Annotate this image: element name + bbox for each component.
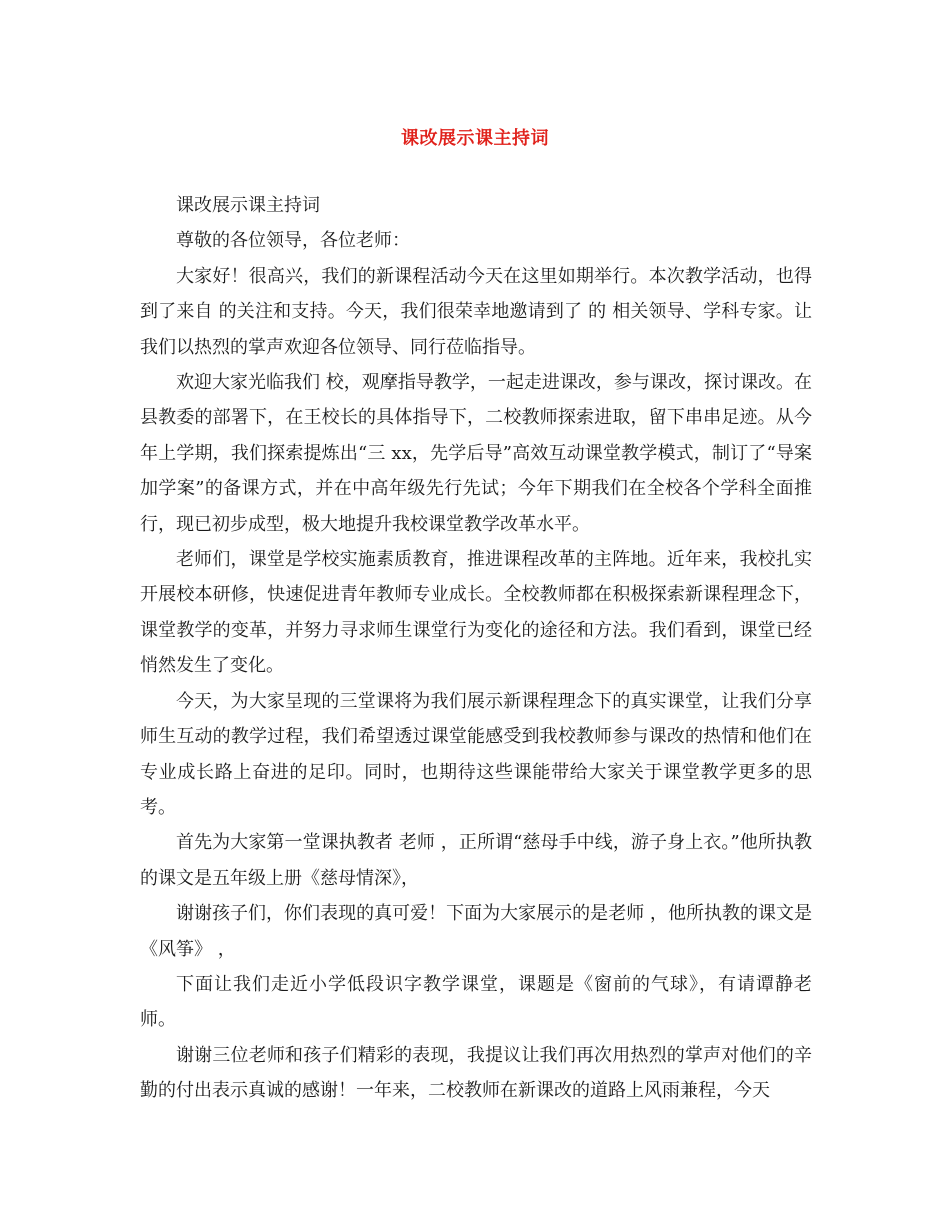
paragraph-thanks: 谢谢三位老师和孩子们精彩的表现，我提议让我们再次用热烈的掌声对他们的辛勤的付出表示真诚的感谢！一年来，二校教师在新课改的道路上风雨兼程，今天 bbox=[140, 1044, 812, 1102]
paragraph-third-lesson: 下面让我们走近小学低段识字教学课堂，课题是《窗前的气球》，有请谭静老师。 bbox=[140, 973, 812, 1031]
paragraph-heading: 课改展示课主持词 bbox=[176, 195, 320, 216]
paragraph-first-lesson: 首先为大家第一堂课执教者 老师 ，正所谓“慈母手中线，游子身上衣。”他所执教的课文是五年级上册《慈母情深》， bbox=[140, 832, 812, 889]
paragraph-welcome: 大家好！很高兴，我们的新课程活动今天在这里如期举行。本次教学活动，也得到了来自 的关注和支持。今天，我们很荣幸地邀请到了 的 相关领导、学科专家。让我们以热烈的掌声欢迎各位领导、同行莅临指导。 bbox=[140, 265, 812, 358]
paragraph-salutation: 尊敬的各位领导，各位老师： bbox=[176, 230, 410, 252]
paragraph-classroom: 老师们，课堂是学校实施素质教育，推进课程改革的主阵地。近年来，我校扎实开展校本研修，快速促进青年教师专业成长。全校教师都在积极探索新课程理念下，课堂教学的变革，并努力寻求师生课堂行为变化的途径和方法。我们看到，课堂已经悄然发生了变化。 bbox=[140, 549, 812, 677]
paragraph-second-lesson: 谢谢孩子们，你们表现的真可爱！下面为大家展示的是老师 ，他所执教的课文是 《风筝》 ， bbox=[140, 903, 812, 960]
paragraph-three-lessons: 今天，为大家呈现的三堂课将为我们展示新课程理念下的真实课堂，让我们分享师生互动的教学过程，我们希望透过课堂能感受到我校教师参与课改的热情和他们在专业成长路上奋进的足印。同时，也期待这些课能带给大家关于课堂教学更多的思考。 bbox=[140, 690, 812, 818]
document-title: 课改展示课主持词 bbox=[401, 128, 549, 149]
document-body bbox=[140, 188, 812, 1109]
paragraph-school-reform: 欢迎大家光临我们 校，观摩指导教学，一起走进课改，参与课改，探讨课改。在县教委的部署下，在王校长的具体指导下，二校教师探索进取，留下串串足迹。从今年上学期，我们探索提炼出“三 xx，先学后导”高效互动课堂教学模式，制订了“导案加学案”的备课方式，并在中高年级先行先试；今年下期我们在全校各个学科全面推行，现已初步成型，极大地提升我校课堂教学改革水平。 bbox=[140, 372, 812, 535]
